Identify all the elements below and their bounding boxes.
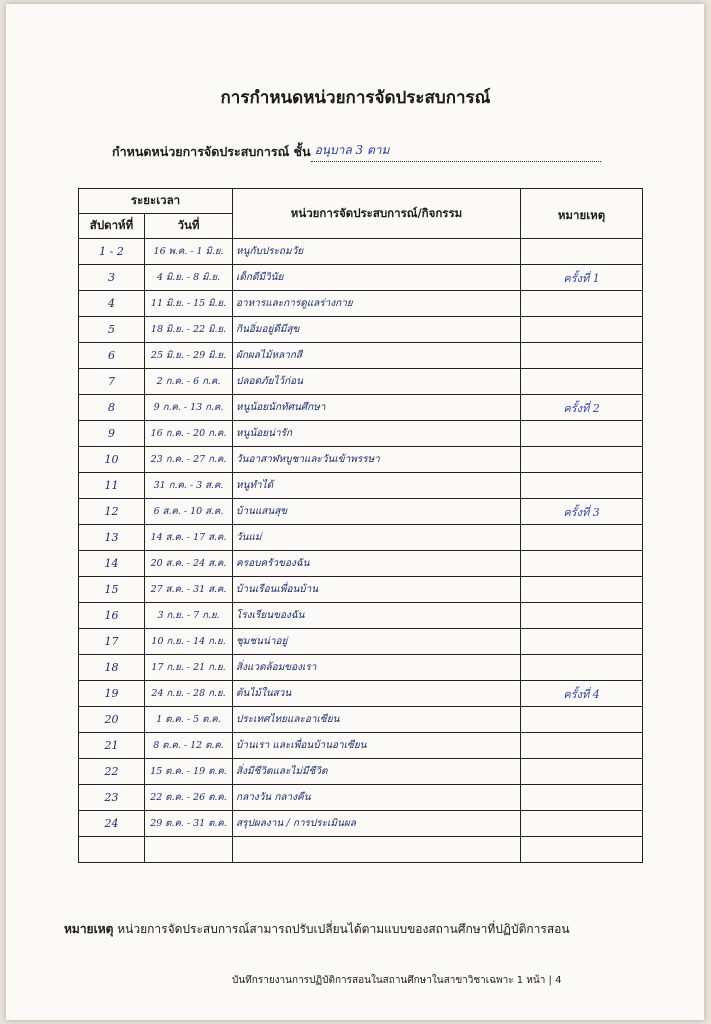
table-row xyxy=(79,317,643,343)
date-cell: 4 มิ.ย. - 8 มิ.ย. xyxy=(145,265,233,291)
schedule-table xyxy=(78,188,643,863)
date-cell: 16 พ.ค. - 1 มิ.ย. xyxy=(145,239,233,265)
date-cell: 23 ก.ค. - 27 ก.ค. xyxy=(145,447,233,473)
table-row xyxy=(79,343,643,369)
week-header: สัปดาห์ที่ xyxy=(79,214,145,239)
table-row xyxy=(79,291,643,317)
date-cell: 31 ก.ค. - 3 ส.ค. xyxy=(145,473,233,499)
date-cell: 10 ก.ย. - 14 ก.ย. xyxy=(145,629,233,655)
note-cell xyxy=(521,785,643,811)
unit-cell: บ้านเรา และเพื่อนบ้านอาเซียน xyxy=(233,733,521,759)
note-cell xyxy=(521,525,643,551)
table-row xyxy=(79,395,643,421)
note-cell xyxy=(521,291,643,317)
date-cell: 1 ต.ค. - 5 ต.ค. xyxy=(145,707,233,733)
date-cell: 29 ต.ค. - 31 ต.ค. xyxy=(145,811,233,837)
schedule-rows xyxy=(79,239,643,863)
week-cell: 3 xyxy=(79,265,145,291)
unit-cell: ต้นไม้ในสวน xyxy=(233,681,521,707)
date-cell: 3 ก.ย. - 7 ก.ย. xyxy=(145,603,233,629)
week-cell: 13 xyxy=(79,525,145,551)
class-level-value: อนุบาล 3 ตาม xyxy=(314,143,390,157)
week-cell: 17 xyxy=(79,629,145,655)
class-level-line xyxy=(112,142,632,162)
week-cell: 18 xyxy=(79,655,145,681)
page-footer: บันทึกรายงานการปฏิบัติการสอนในสถานศึกษาในสาขาวิชาเฉพาะ 1 หน้า | 4 xyxy=(232,975,562,986)
date-cell: 18 มิ.ย. - 22 มิ.ย. xyxy=(145,317,233,343)
unit-cell: หนูทำได้ xyxy=(233,473,521,499)
note-cell xyxy=(521,837,643,863)
table-row xyxy=(79,733,643,759)
date-cell: 24 ก.ย. - 28 ก.ย. xyxy=(145,681,233,707)
note-cell xyxy=(521,369,643,395)
note-cell xyxy=(521,317,643,343)
table-row xyxy=(79,551,643,577)
footnote xyxy=(64,920,684,939)
unit-cell: บ้านเรือนเพื่อนบ้าน xyxy=(233,577,521,603)
note-cell: ครั้งที่ 1 xyxy=(521,265,643,291)
date-cell: 14 ส.ค. - 17 ส.ค. xyxy=(145,525,233,551)
note-cell xyxy=(521,707,643,733)
week-cell: 23 xyxy=(79,785,145,811)
week-cell: 5 xyxy=(79,317,145,343)
week-cell: 19 xyxy=(79,681,145,707)
note-cell: ครั้งที่ 3 xyxy=(521,499,643,525)
unit-cell: หนูน้อยน่ารัก xyxy=(233,421,521,447)
note-cell xyxy=(521,551,643,577)
period-header: ระยะเวลา xyxy=(79,189,233,214)
note-cell xyxy=(521,655,643,681)
week-cell xyxy=(79,837,145,863)
table-row xyxy=(79,265,643,291)
note-cell xyxy=(521,733,643,759)
date-cell: 2 ก.ค. - 6 ก.ค. xyxy=(145,369,233,395)
week-cell: 4 xyxy=(79,291,145,317)
table-row xyxy=(79,421,643,447)
table-row xyxy=(79,759,643,785)
week-cell: 7 xyxy=(79,369,145,395)
unit-cell: สิ่งมีชีวิตและไม่มีชีวิต xyxy=(233,759,521,785)
week-cell: 24 xyxy=(79,811,145,837)
week-cell: 22 xyxy=(79,759,145,785)
footnote-text: หน่วยการจัดประสบการณ์สามารถปรับเปลี่ยนได้ตามแบบของสถานศึกษาที่ปฏิบัติการสอน xyxy=(117,922,570,936)
note-cell xyxy=(521,629,643,655)
week-cell: 11 xyxy=(79,473,145,499)
note-cell xyxy=(521,447,643,473)
unit-header: หน่วยการจัดประสบการณ์/กิจกรรม xyxy=(233,189,521,239)
unit-cell: กลางวัน กลางคืน xyxy=(233,785,521,811)
unit-cell: วันอาสาฬหบูชาและวันเข้าพรรษา xyxy=(233,447,521,473)
note-cell xyxy=(521,421,643,447)
week-cell: 9 xyxy=(79,421,145,447)
note-cell xyxy=(521,759,643,785)
class-level-label: กำหนดหน่วยการจัดประสบการณ์ ชั้น xyxy=(112,144,311,159)
table-row xyxy=(79,837,643,863)
table-row xyxy=(79,603,643,629)
class-level-blank xyxy=(311,143,601,162)
unit-cell: สิ่งแวดล้อมของเรา xyxy=(233,655,521,681)
date-header: วันที่ xyxy=(145,214,233,239)
date-cell: 20 ส.ค. - 24 ส.ค. xyxy=(145,551,233,577)
week-cell: 8 xyxy=(79,395,145,421)
date-cell: 15 ต.ค. - 19 ต.ค. xyxy=(145,759,233,785)
table-row xyxy=(79,681,643,707)
date-cell: 17 ก.ย. - 21 ก.ย. xyxy=(145,655,233,681)
table-row xyxy=(79,707,643,733)
note-cell xyxy=(521,577,643,603)
table-row xyxy=(79,629,643,655)
unit-cell: บ้านแสนสุข xyxy=(233,499,521,525)
table-row xyxy=(79,239,643,265)
note-cell xyxy=(521,239,643,265)
note-header: หมายเหตุ xyxy=(521,189,643,239)
table-row xyxy=(79,811,643,837)
note-cell xyxy=(521,811,643,837)
table-row xyxy=(79,369,643,395)
week-cell: 16 xyxy=(79,603,145,629)
date-cell: 27 ส.ค. - 31 ส.ค. xyxy=(145,577,233,603)
unit-cell: ผักผลไม้หลากสี xyxy=(233,343,521,369)
table-row xyxy=(79,525,643,551)
unit-cell: ประเทศไทยและอาเซียน xyxy=(233,707,521,733)
unit-cell: เด็กดีมีวินัย xyxy=(233,265,521,291)
note-cell: ครั้งที่ 2 xyxy=(521,395,643,421)
unit-cell: โรงเรียนของฉัน xyxy=(233,603,521,629)
week-cell: 14 xyxy=(79,551,145,577)
unit-cell: ชุมชนน่าอยู่ xyxy=(233,629,521,655)
note-cell: ครั้งที่ 4 xyxy=(521,681,643,707)
date-cell: 16 ก.ค. - 20 ก.ค. xyxy=(145,421,233,447)
date-cell: 6 ส.ค. - 10 ส.ค. xyxy=(145,499,233,525)
unit-cell xyxy=(233,837,521,863)
table-row xyxy=(79,499,643,525)
week-cell: 6 xyxy=(79,343,145,369)
date-cell: 11 มิ.ย. - 15 มิ.ย. xyxy=(145,291,233,317)
week-cell: 10 xyxy=(79,447,145,473)
week-cell: 12 xyxy=(79,499,145,525)
table-row xyxy=(79,655,643,681)
unit-cell: หนูน้อยนักทัศนศึกษา xyxy=(233,395,521,421)
date-cell: 22 ต.ค. - 26 ต.ค. xyxy=(145,785,233,811)
week-cell: 20 xyxy=(79,707,145,733)
note-cell xyxy=(521,473,643,499)
page-title: การกำหนดหน่วยการจัดประสบการณ์ xyxy=(220,88,491,108)
table-row xyxy=(79,447,643,473)
unit-cell: ปลอดภัยไว้ก่อน xyxy=(233,369,521,395)
unit-cell: สรุปผลงาน / การประเมินผล xyxy=(233,811,521,837)
unit-cell: อาหารและการดูแลร่างกาย xyxy=(233,291,521,317)
note-cell xyxy=(521,343,643,369)
footnote-label: หมายเหตุ xyxy=(64,922,114,936)
unit-cell: วันแม่ xyxy=(233,525,521,551)
week-cell: 15 xyxy=(79,577,145,603)
week-cell: 21 xyxy=(79,733,145,759)
table-row xyxy=(79,473,643,499)
table-row xyxy=(79,577,643,603)
unit-cell: ครอบครัวของฉัน xyxy=(233,551,521,577)
note-cell xyxy=(521,603,643,629)
date-cell: 9 ก.ค. - 13 ก.ค. xyxy=(145,395,233,421)
week-cell: 1 - 2 xyxy=(79,239,145,265)
unit-cell: กินอิ่มอยู่ดีมีสุข xyxy=(233,317,521,343)
date-cell xyxy=(145,837,233,863)
table-row xyxy=(79,785,643,811)
unit-cell: หนูกับประถมวัย xyxy=(233,239,521,265)
date-cell: 8 ต.ค. - 12 ต.ค. xyxy=(145,733,233,759)
date-cell: 25 มิ.ย. - 29 มิ.ย. xyxy=(145,343,233,369)
